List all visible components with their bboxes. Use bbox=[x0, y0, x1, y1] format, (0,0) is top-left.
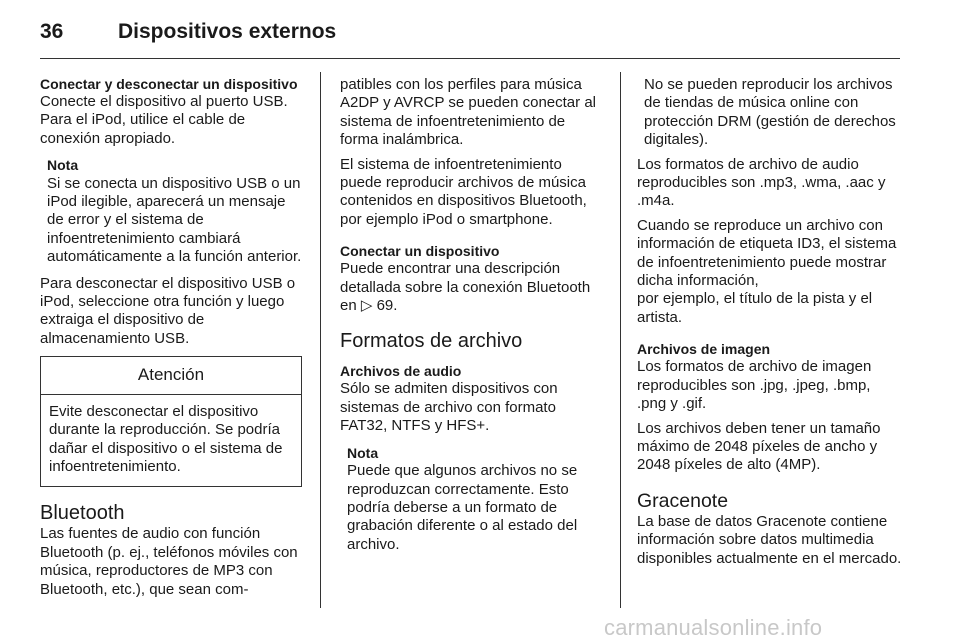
note-label-2: Nota bbox=[347, 444, 379, 461]
column-1 bbox=[40, 76, 306, 599]
bluetooth-paragraph-2: El sistema de infoentretenimiento puede reproducir archivos de música contenidos en dispositivos Bluetooth, por ejemplo iPod o smartphone. bbox=[340, 155, 587, 228]
note-text: Si se conecta un dispositivo USB o un iPod ilegible, aparecerá un mensaje de error y el sistema de infoentretenimiento cambiará automáticamente a la función anterior. bbox=[47, 174, 302, 266]
note-text-2: Puede que algunos archivos no se reproduzcan correctamente. Esto podría deberse a un formato de grabación diferente o al estado del archivo. bbox=[347, 462, 578, 553]
header-divider bbox=[40, 58, 900, 59]
column-3 bbox=[637, 76, 903, 568]
bluetooth-continued: patibles con los perfiles para música A2DP y AVRCP se pueden conectar al sistema de infoentretenimiento de forma inalámbrica. bbox=[340, 76, 596, 149]
connect-paragraph: Conecte el dispositivo al puerto USB. Para el iPod, utilice el cable de conexión apropiado. bbox=[40, 93, 288, 147]
formats-heading: Formatos de archivo bbox=[340, 330, 523, 353]
note-block bbox=[40, 156, 306, 266]
id3-text-2: por ejemplo, el título de la pista y el artista. bbox=[637, 290, 873, 326]
connect-device-text: Puede encontrar una descripción detallada sobre la conexión Bluetooth en bbox=[340, 260, 591, 315]
note-block-2 bbox=[340, 444, 606, 554]
image-formats-paragraph: Los formatos de archivo de imagen reproducibles son .jpg, .jpeg, .bmp, .png y .gif. bbox=[637, 358, 872, 413]
connect-device-paragraph bbox=[340, 260, 606, 315]
drm-paragraph: No se pueden reproducir los archivos de tiendas de música online con protección DRM (gestión de derechos digitales). bbox=[644, 76, 896, 149]
column-2 bbox=[340, 76, 606, 554]
note-label: Nota bbox=[47, 157, 79, 174]
gracenote-heading: Gracenote bbox=[637, 489, 729, 512]
disconnect-paragraph: Para desconectar el dispositivo USB o iPod, seleccione otra función y luego extraiga el dispositivo de almacenamiento USB. bbox=[40, 274, 296, 347]
audio-files-heading: Archivos de audio bbox=[340, 363, 462, 380]
warning-title: Atención bbox=[41, 357, 301, 394]
image-size-paragraph: Los archivos deben tener un tamaño máximo de 2048 píxeles de ancho y 2048 píxeles de alto (4MP). bbox=[637, 419, 881, 474]
column-divider-2 bbox=[620, 72, 621, 608]
bluetooth-heading: Bluetooth bbox=[40, 502, 125, 525]
connect-heading: Conectar y desconectar un dispositivo bbox=[40, 76, 298, 92]
bluetooth-paragraph: Las fuentes de audio con función Bluetooth (p. ej., teléfonos móviles con música, reproductores de MP3 con Bluetooth, etc.), que sean com- bbox=[40, 525, 298, 598]
gracenote-paragraph: La base de datos Gracenote contiene información sobre datos multimedia disponibles actualmente en el mercado. bbox=[637, 512, 902, 567]
page-title: Dispositivos externos bbox=[118, 20, 337, 43]
page-reference-link[interactable]: 69. bbox=[376, 297, 398, 315]
id3-paragraph bbox=[637, 217, 903, 327]
column-divider-1 bbox=[320, 72, 321, 608]
audio-formats-paragraph: Los formatos de archivo de audio reproducibles son .mp3, .wma, .aac y .m4a. bbox=[637, 155, 886, 210]
image-files-heading: Archivos de imagen bbox=[637, 341, 771, 358]
page-number: 36 bbox=[40, 20, 64, 43]
watermark: carmanualsonline.info bbox=[604, 615, 823, 640]
arrow-ref-icon: ▷ bbox=[360, 297, 373, 315]
warning-box bbox=[40, 356, 302, 487]
audio-files-paragraph: Sólo se admiten dispositivos con sistemas de archivo con formato FAT32, NTFS y HFS+. bbox=[340, 380, 558, 435]
warning-text: Evite desconectar el dispositivo durante la reproducción. Se podría dañar el dispositivo o el sistema de infoentretenimiento. bbox=[49, 402, 283, 475]
id3-text-1: Cuando se reproduce un archivo con información de etiqueta ID3, el sistema de infoentretenimiento puede mostrar dicha información, bbox=[637, 216, 897, 290]
connect-device-heading: Conectar un dispositivo bbox=[340, 243, 500, 260]
